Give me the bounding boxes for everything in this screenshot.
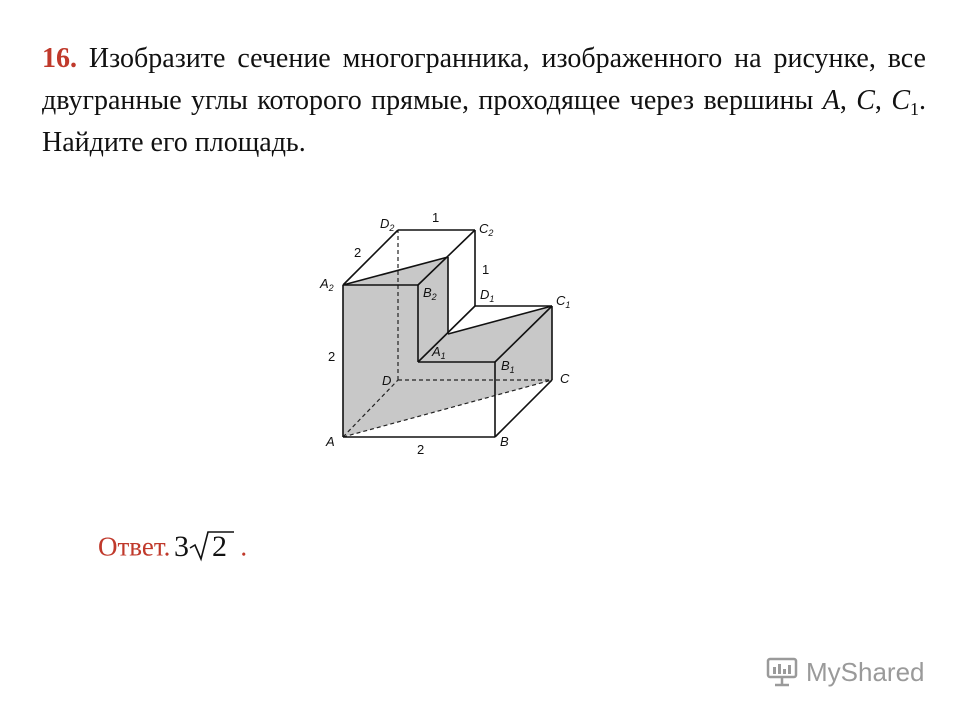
edge-length-ab: 2 [417, 442, 425, 457]
problem-number: 16. [42, 43, 77, 74]
polyhedron-figure [300, 200, 600, 460]
edge-length-c2d1: 1 [482, 262, 490, 277]
label-d: D [382, 373, 392, 388]
problem-text-before: Изобразите сечение многогранника, изображенного на рисунке, все двугранные углы которого прямые, проходящее через вершины [42, 43, 926, 116]
vertex-c-text: C [856, 85, 875, 116]
answer-radicand: 2 [212, 530, 228, 563]
separator-1: , [839, 85, 857, 116]
answer-label: Ответ. [98, 531, 171, 562]
label-d1: $D_1$ [480, 287, 495, 304]
label-a2: $A_2$ [320, 276, 334, 293]
vertex-a-text: A [822, 85, 840, 116]
edge-length-a2d2: 2 [354, 245, 362, 260]
label-b: B [500, 434, 509, 449]
edge-length-d2c2: 1 [432, 210, 440, 225]
label-b1: $B_1$ [501, 358, 515, 375]
vertex-c1-subscript: 1 [910, 99, 920, 119]
presentation-board-icon [766, 657, 798, 687]
label-c1: $C_1$ [556, 293, 571, 310]
answer-period: . [240, 531, 248, 562]
myshared-logo[interactable] [766, 652, 925, 692]
answer-value [174, 528, 236, 571]
label-c2: $C_2$ [479, 221, 494, 238]
logo-text: MyShared [806, 656, 925, 687]
edge-length-a2a: 2 [328, 349, 336, 364]
label-d2: $D_2$ [380, 216, 395, 233]
problem-statement [42, 38, 926, 164]
label-b2: $B_2$ [423, 285, 437, 302]
label-c: C [560, 371, 570, 386]
sqrt-expression [174, 528, 236, 564]
label-a: A [326, 434, 335, 449]
vertex-c1-text: C [891, 85, 911, 116]
label-a1: $A_1$ [432, 344, 446, 361]
answer-line [98, 528, 247, 571]
polyhedron-drawing [300, 200, 600, 460]
separator-2: , [874, 85, 892, 116]
problem-text-after: . Найдите его площадь. [42, 85, 927, 158]
answer-coefficient: 3 [174, 530, 190, 563]
